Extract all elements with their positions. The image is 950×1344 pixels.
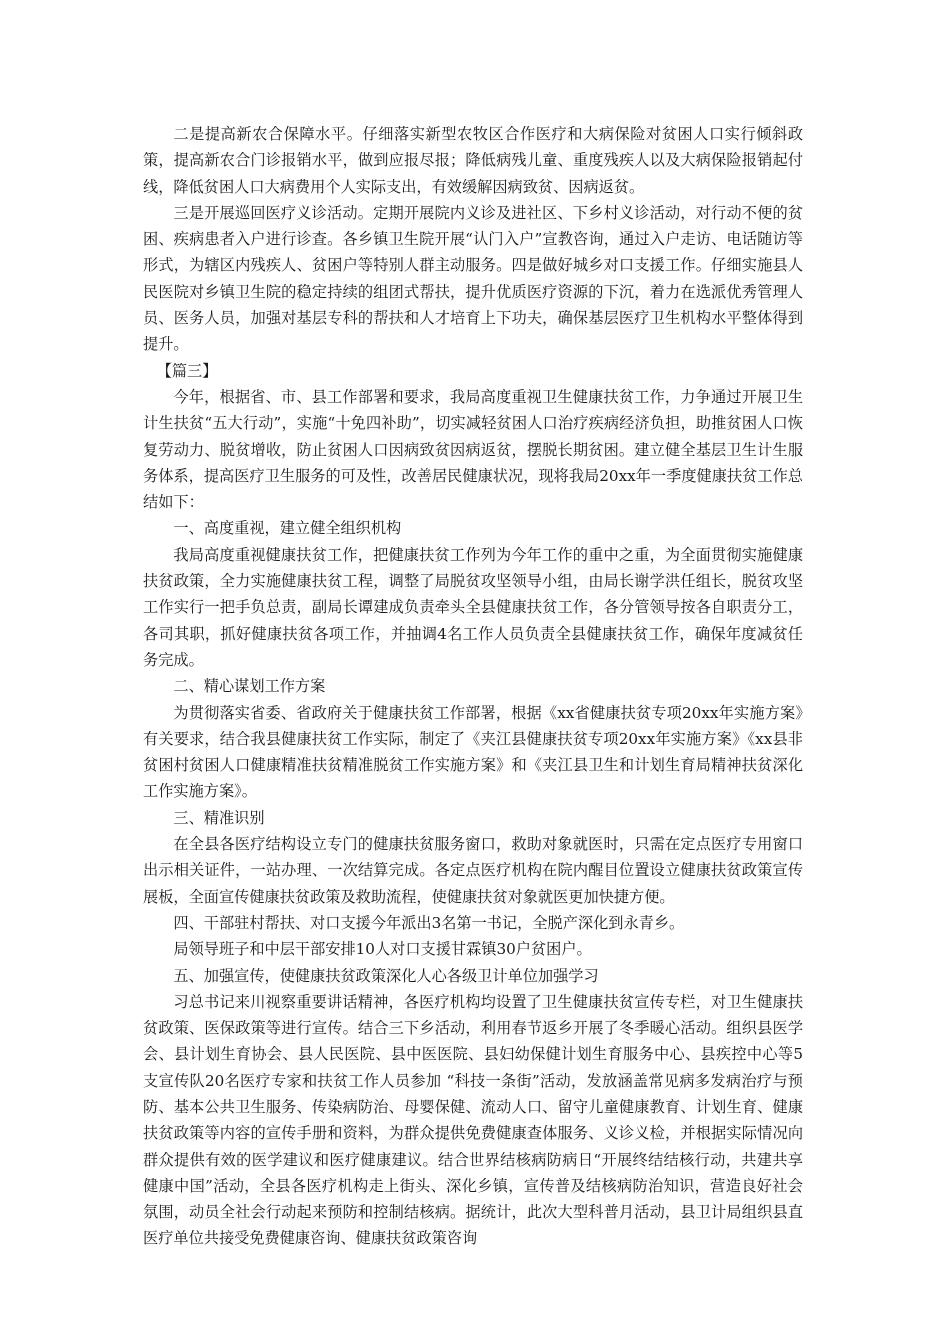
paragraph-village-support: 四、干部驻村帮扶、对口支援今年派出3名第一书记，全脱产深化到永青乡。 — [173, 913, 685, 932]
subheading-organization: 一、高度重视，建立健全组织机构 — [173, 519, 402, 538]
document-body — [143, 121, 803, 1252]
section-heading-part-three: 【篇三】 — [156, 361, 218, 380]
paragraph-planning: 为贯彻落实省委、省政府关于健康扶贫工作部署，根据《xx省健康扶贫专项20xx年实施方案》有关要求，结合我县健康扶贫工作实际，制定了《夹江县健康扶贫专项20xx年实施方案》《xx县非贫困村贫困人口健康精准扶贫精准脱贫工作实施方案》和《夹江县卫生和计划生育局精神扶贫深化工作实施方案》。 — [143, 703, 803, 801]
paragraph-organization: 我局高度重视健康扶贫工作，把健康扶贫工作列为今年工作的重中之重，为全面贯彻实施健康扶贫政策，全力实施健康扶贫工程，调整了局脱贫攻坚领导小组，由局长谢学洪任组长，脱贫攻坚工作实行一把手负总责，副局长谭建成负责牵头全县健康扶贫工作，各分管领导按各自职责分工，各司其职，抓好健康扶贫各项工作，并抽调4名工作人员负责全县健康扶贫工作，确保年度减贫任务完成。 — [143, 545, 803, 669]
paragraph-intro: 今年，根据省、市、县工作部署和要求，我局高度重视卫生健康扶贫工作，力争通过开展卫生计生扶贫“五大行动”，实施“十免四补助”，切实减轻贫困人口治疗疾病经济负担，助推贫困人口恢复劳动力、脱贫增收，防止贫困人口因病致贫因病返贫，摆脱长期贫困。建立健全基层卫生计生服务体系，提高医疗卫生服务的可及性，改善居民健康状况，现将我局20xx年一季度健康扶贫工作总结如下： — [143, 387, 803, 512]
paragraph-free-clinic: 三是开展巡回医疗义诊活动。定期开展院内义诊及进社区、下乡村义诊活动，对行动不便的贫困、疾病患者入户进行诊查。各乡镇卫生院开展“认门入户”宣教咨询，通过入户走访、电话随访等形式，为辖区内残疾人、贫困户等特别人群主动服务。四是做好城乡对口支援工作。仔细实施县人民医院对乡镇卫生院的稳定持续的组团式帮扶，提升优质医疗资源的下沉，着力在选派优秀管理人员、医务人员，加强对基层专科的帮扶和人才培育上下功夫，确保基层医疗卫生机构水平整体得到提升。 — [143, 203, 803, 354]
paragraph-insurance: 二是提高新农合保障水平。仔细落实新型农牧区合作医疗和大病保险对贫困人口实行倾斜政策，提高新农合门诊报销水平，做到应报尽报；降低病残儿童、重度残疾人以及大病保险报销起付线，降低贫困人口大病费用个人实际支出，有效缓解因病致贫、因病返贫。 — [143, 125, 803, 196]
subheading-publicity: 五、加强宣传，使健康扶贫政策深化人心各级卫计单位加强学习 — [173, 966, 599, 985]
paragraph-leadership-support: 局领导班子和中层干部安排10人对口支援甘霖镇30户贫困户。 — [173, 940, 592, 959]
subheading-identification: 三、精准识别 — [173, 808, 265, 827]
paragraph-identification: 在全县各医疗结构设立专门的健康扶贫服务窗口，救助对象就医时，只需在定点医疗专用窗口出示相关证件，一站办理、一次结算完成。各定点医疗机构在院内醒目位置设立健康扶贫政策宣传展板，全面宣传健康扶贫政策及救助流程，使健康扶贫对象就医更加快捷方便。 — [143, 835, 803, 906]
paragraph-publicity: 习总书记来川视察重要讲话精神，各医疗机构均设置了卫生健康扶贫宣传专栏，对卫生健康扶贫政策、医保政策等进行宣传。结合三下乡活动，利用春节返乡开展了冬季暖心活动。组织县医学会、县计划生育协会、县人民医院、县中医医院、县妇幼保健计划生育服务中心、县疾控中心等5支宣传队20名医疗专家和扶贫工作人员参加 “科技一条街”活动，发放涵盖常见病多发病治疗与预防、基本公共卫生服务、传染病防治、母婴保健、流动人口、留守儿童健康教育、计划生育、健康扶贫政策等内容的宣传手册和资料，为群众提供免费健康查体服务、义诊义检，并根据实际情况向群众提供有效的医学建议和医疗健康建议。结合世界结核病防病日“开展终结结核行动，共建共享健康中国”活动，全县各医疗机构走上街头、深化乡镇，宣传普及结核病防治知识，营造良好社会氛围，动员全社会行动起来预防和控制结核病。据统计，此次大型科普月活动，县卫计局组织县直医疗单位共接受免费健康咨询、健康扶贫政策咨询 — [143, 992, 803, 1248]
subheading-planning: 二、精心谋划工作方案 — [173, 677, 326, 696]
